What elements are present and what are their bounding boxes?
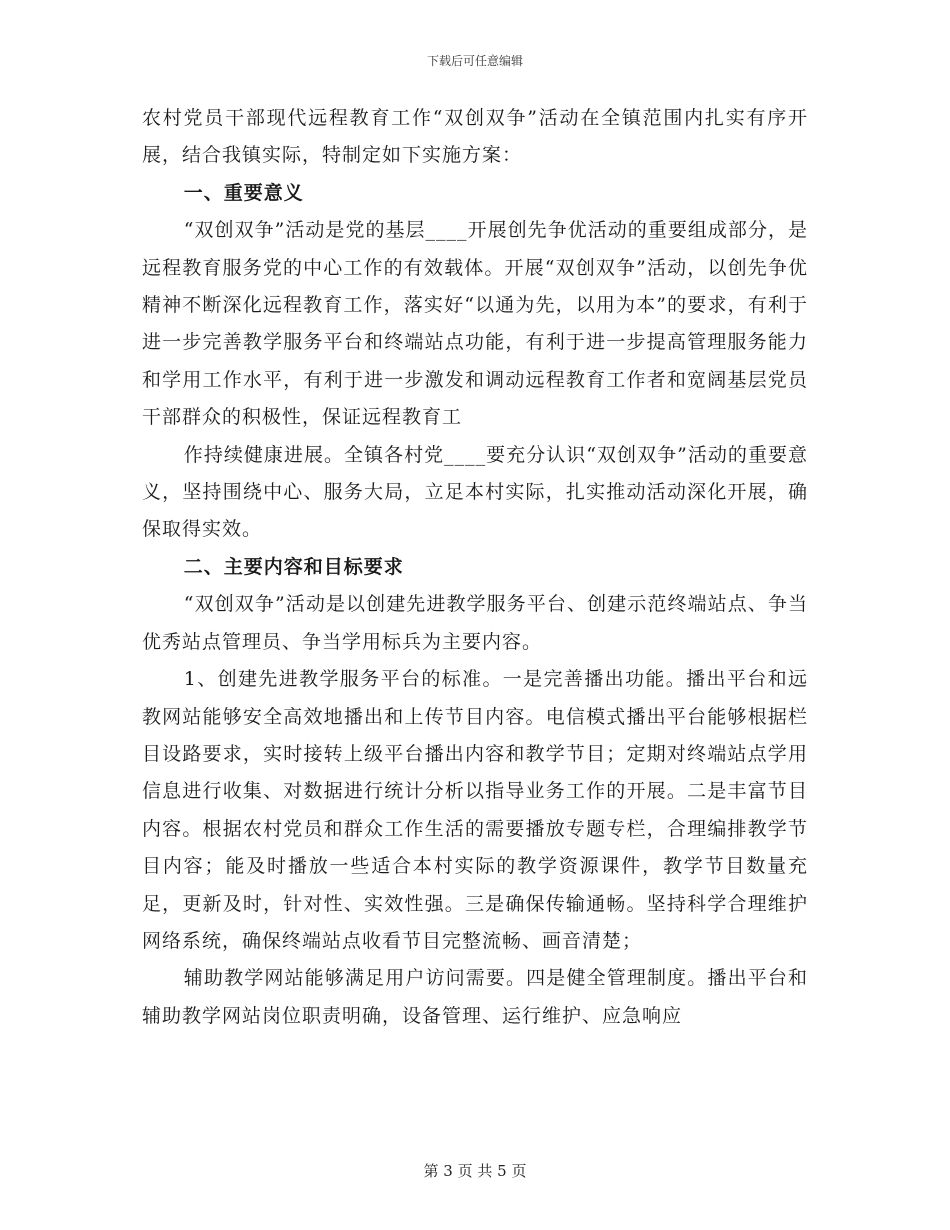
paragraph-main-content: “双创双争”活动是以创建先进教学服务平台、创建示范终端站点、争当优秀站点管理员、争当学用标兵为主要内容。: [142, 593, 808, 653]
paragraph-continuation: 作持续健康进展。全镇各村党____要充分认识“双创双争”活动的重要意义，坚持围绕中心、服务大局，立足本村实际，扎实推动活动深化开展，确保取得实效。: [142, 443, 808, 541]
paragraph-platform-standard: 1、创建先进教学服务平台的标准。一是完善播出功能。播出平台和远教网站能够安全高效地播出和上传节目内容。电信模式播出平台能够根据栏目设路要求，实时接转上级平台播出内容和教学节目；定期对终端站点学用信息进行收集、对数据进行统计分析以指导业务工作的开展。二是丰富节目内容。根据农村党员和群众工作生活的需要播放专题专栏，合理编排教学节目内容；能及时播放一些适合本村实际的教学资源课件，教学节目数量充足，更新及时，针对性、实效性强。三是确保传输通畅。坚持科学合理维护网络系统，确保终端站点收看节目完整流畅、画音清楚；: [142, 668, 808, 952]
section-heading-1: 一、重要意义: [183, 181, 304, 204]
page-header: 下载后可任意编辑: [426, 54, 523, 68]
intro-paragraph: 农村党员干部现代远程教育工作“双创双争”活动在全镇范围内扎实有序开展，结合我镇实际，特制定如下实施方案：: [142, 107, 808, 167]
paragraph-significance: “双创双争”活动是党的基层____开展创先争优活动的重要组成部分，是远程教育服务党的中心工作的有效载体。开展“双创双争”活动，以创先争优精神不断深化远程教育工作，落实好“以通为先，以用为本”的要求，有利于进一步完善教学服务平台和终端站点功能，有利于进一步提高管理服务能力和学用工作水平，有利于进一步激发和调动远程教育工作者和宽阔基层党员干部群众的积极性，保证远程教育工: [142, 219, 808, 429]
section-heading-2: 二、主要内容和目标要求: [183, 555, 404, 578]
document-body: [142, 100, 808, 1035]
paragraph-website-requirements: 辅助教学网站能够满足用户访问需要。四是健全管理制度。播出平台和辅助教学网站岗位职责明确，设备管理、运行维护、应急响应: [142, 967, 808, 1027]
page-number: 第 3 页 共 5 页: [423, 1162, 527, 1180]
